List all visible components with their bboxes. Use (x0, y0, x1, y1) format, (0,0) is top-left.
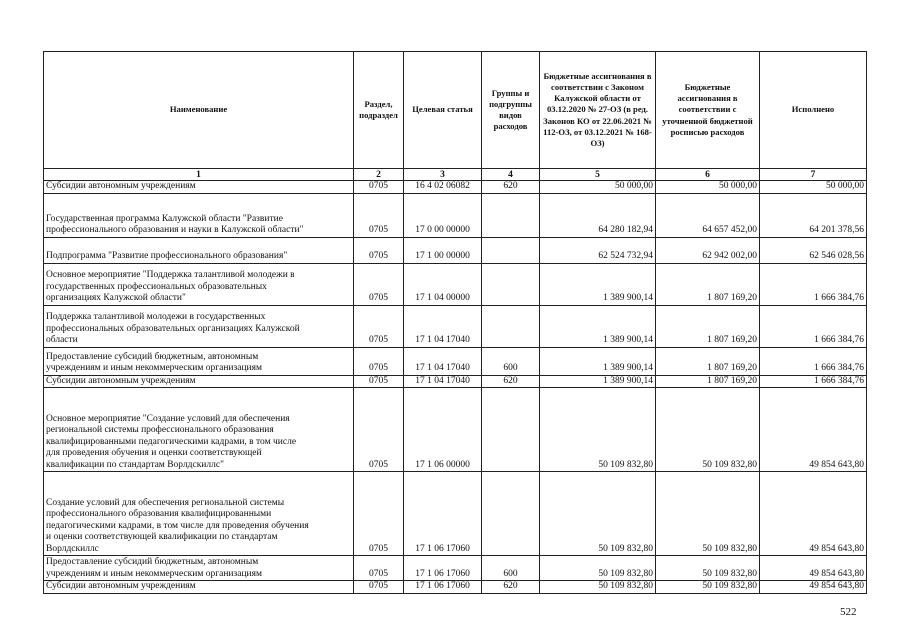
row-group (482, 193, 540, 237)
row-target: 17 1 04 17040 (404, 347, 482, 375)
row-refined-amount: 50 109 832,80 (656, 556, 760, 581)
row-refined-amount: 1 807 169,20 (656, 347, 760, 375)
header-row (44, 52, 867, 169)
row-group: 620 (482, 375, 540, 388)
row-target: 17 1 06 00000 (404, 388, 482, 472)
row-law-amount: 1 389 900,14 (540, 375, 656, 388)
column-number: 3 (404, 169, 482, 181)
row-law-amount: 50 000,00 (540, 181, 656, 194)
table-row (44, 388, 867, 472)
row-group (482, 305, 540, 347)
row-target: 17 1 04 17040 (404, 375, 482, 388)
row-executed-amount: 62 546 028,56 (760, 237, 867, 263)
row-law-amount: 1 389 900,14 (540, 305, 656, 347)
row-group (482, 472, 540, 556)
table-row (44, 556, 867, 581)
row-group: 600 (482, 556, 540, 581)
row-section: 0705 (354, 388, 404, 472)
row-target: 17 1 06 17060 (404, 556, 482, 581)
row-executed-amount: 49 854 643,80 (760, 472, 867, 556)
row-name: Предоставление субсидий бюджетным, автономным учреждениям и иным некоммерческим организациям (44, 556, 354, 581)
row-name: Субсидии автономным учреждениям (44, 181, 354, 194)
row-target: 17 1 06 17060 (404, 472, 482, 556)
row-executed-amount: 49 854 643,80 (760, 388, 867, 472)
row-section: 0705 (354, 556, 404, 581)
column-number: 7 (760, 169, 867, 181)
row-executed-amount: 49 854 643,80 (760, 556, 867, 581)
header-section: Раздел, подраздел (354, 52, 404, 169)
row-group: 600 (482, 347, 540, 375)
row-section: 0705 (354, 472, 404, 556)
row-refined-amount: 1 807 169,20 (656, 263, 760, 305)
row-target: 17 1 04 17040 (404, 305, 482, 347)
row-section: 0705 (354, 181, 404, 194)
row-refined-amount: 1 807 169,20 (656, 305, 760, 347)
header-groups: Группы и подгруппы видов расходов (482, 52, 540, 169)
table-row (44, 472, 867, 556)
row-group: 620 (482, 181, 540, 194)
column-number: 6 (656, 169, 760, 181)
row-section: 0705 (354, 305, 404, 347)
table-row (44, 193, 867, 237)
header-executed: Исполнено (760, 52, 867, 169)
table-row (44, 375, 867, 388)
row-name: Субсидии автономным учреждениям (44, 581, 354, 594)
row-group (482, 237, 540, 263)
column-number: 2 (354, 169, 404, 181)
row-refined-amount: 50 000,00 (656, 181, 760, 194)
row-law-amount: 1 389 900,14 (540, 347, 656, 375)
header-law-allocations: Бюджетные ассигнования в соответствии с Законом Калужской области от 03.12.2020 № 27-ОЗ (в ред. Законов КО от 22.06.2021 № 112-ОЗ, от 03.12.2021 № 168-ОЗ) (540, 52, 656, 169)
row-name: Предоставление субсидий бюджетным, автономным учреждениям и иным некоммерческим организациям (44, 347, 354, 375)
row-refined-amount: 50 109 832,80 (656, 472, 760, 556)
page-number: 522 (840, 606, 857, 618)
budget-table (43, 51, 867, 594)
row-group (482, 388, 540, 472)
table-row (44, 347, 867, 375)
row-refined-amount: 62 942 002,00 (656, 237, 760, 263)
row-section: 0705 (354, 263, 404, 305)
row-section: 0705 (354, 193, 404, 237)
row-executed-amount: 1 666 384,76 (760, 263, 867, 305)
column-number-row (44, 169, 867, 181)
row-law-amount: 50 109 832,80 (540, 388, 656, 472)
row-name: Основное мероприятие "Поддержка талантливой молодежи в государственных профессиональных образовательных организациях Калужской области" (44, 263, 354, 305)
row-executed-amount: 50 000,00 (760, 181, 867, 194)
header-target: Целевая статья (404, 52, 482, 169)
table-row (44, 305, 867, 347)
row-section: 0705 (354, 347, 404, 375)
row-executed-amount: 1 666 384,76 (760, 375, 867, 388)
row-law-amount: 50 109 832,80 (540, 556, 656, 581)
column-number: 4 (482, 169, 540, 181)
row-executed-amount: 64 201 378,56 (760, 193, 867, 237)
row-law-amount: 64 280 182,94 (540, 193, 656, 237)
row-section: 0705 (354, 581, 404, 594)
row-law-amount: 50 109 832,80 (540, 581, 656, 594)
row-law-amount: 1 389 900,14 (540, 263, 656, 305)
row-target: 16 4 02 06082 (404, 181, 482, 194)
row-section: 0705 (354, 237, 404, 263)
table-row (44, 181, 867, 194)
row-refined-amount: 50 109 832,80 (656, 388, 760, 472)
row-name: Субсидии автономным учреждениям (44, 375, 354, 388)
row-executed-amount: 1 666 384,76 (760, 305, 867, 347)
row-group: 620 (482, 581, 540, 594)
column-number: 1 (44, 169, 354, 181)
row-target: 17 1 06 17060 (404, 581, 482, 594)
row-refined-amount: 1 807 169,20 (656, 375, 760, 388)
row-name: Создание условий для обеспечения региональной системы профессионального образования квалифицированными педагогическими кадрами, в том числе для проведения обучения и оценки соответствующей квалификации по стандартам Ворлдскиллс (44, 472, 354, 556)
row-law-amount: 50 109 832,80 (540, 472, 656, 556)
column-number: 5 (540, 169, 656, 181)
row-refined-amount: 64 657 452,00 (656, 193, 760, 237)
row-target: 17 1 04 00000 (404, 263, 482, 305)
header-name: Наименование (44, 52, 354, 169)
row-target: 17 1 00 00000 (404, 237, 482, 263)
row-executed-amount: 49 854 643,80 (760, 581, 867, 594)
row-law-amount: 62 524 732,94 (540, 237, 656, 263)
table-row (44, 237, 867, 263)
row-refined-amount: 50 109 832,80 (656, 581, 760, 594)
row-target: 17 0 00 00000 (404, 193, 482, 237)
table-row (44, 263, 867, 305)
row-name: Основное мероприятие "Создание условий для обеспечения региональной системы профессионального образования квалифицированными педагогическими кадрами, в том числе для проведения обучения и оценки соответствующей квалификации по стандартам Ворлдскиллс" (44, 388, 354, 472)
row-name: Поддержка талантливой молодежи в государственных профессиональных образовательных организациях Калужской области (44, 305, 354, 347)
table-row (44, 581, 867, 594)
row-name: Подпрограмма "Развитие профессионального образования" (44, 237, 354, 263)
row-name: Государственная программа Калужской области "Развитие профессионального образования и науки в Калужской области" (44, 193, 354, 237)
header-refined-allocations: Бюджетные ассигнования в соответствии с уточненной бюджетной росписью расходов (656, 52, 760, 169)
row-group (482, 263, 540, 305)
row-section: 0705 (354, 375, 404, 388)
row-executed-amount: 1 666 384,76 (760, 347, 867, 375)
